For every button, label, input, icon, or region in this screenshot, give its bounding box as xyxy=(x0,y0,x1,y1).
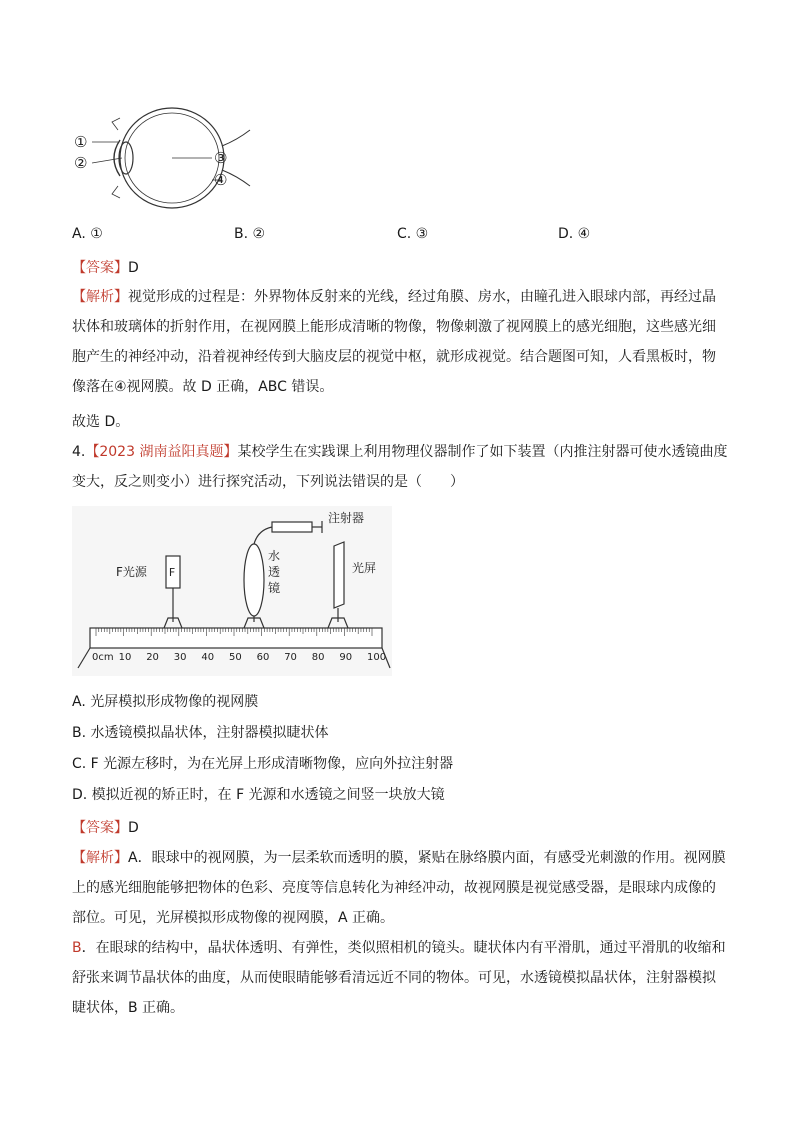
q4-stem xyxy=(72,437,732,497)
ruler-tick-label: 0cm xyxy=(92,652,114,663)
q3-option-b: B. ② xyxy=(234,226,266,242)
ruler-tick-label: 80 xyxy=(311,652,325,663)
ruler-tick-label: 60 xyxy=(256,652,270,663)
syringe xyxy=(272,522,312,532)
optical-bench-diagram xyxy=(72,506,392,676)
screen-label: 光屏 xyxy=(352,561,377,575)
q4-option-c: C. F 光源左移时，为在光屏上形成清晰物像，应向外拉注射器 xyxy=(72,756,454,772)
lens-label-3: 镜 xyxy=(268,581,281,595)
ruler-tick-label: 70 xyxy=(284,652,297,663)
ruler-tick-label: 90 xyxy=(339,652,353,663)
answer-value: D xyxy=(128,820,139,836)
q3-answer xyxy=(72,258,139,278)
light-screen xyxy=(334,542,344,608)
q3-option-d: D. ④ xyxy=(558,226,591,242)
ruler-tick-label: 30 xyxy=(173,652,187,663)
analysis-line: 上的感光细胞能够把物体的色彩、亮度等信息转化为神经冲动，故视网膜是视觉感受器，是眼球内成像的 xyxy=(72,880,716,896)
q4-analysis xyxy=(72,843,732,1023)
q3-options xyxy=(72,226,752,248)
q3-option-c: C. ③ xyxy=(397,226,429,242)
analysis-line: 视觉形成的过程是：外界物体反射来的光线，经过角膜、房水，由瞳孔进入眼球内部，再经过晶 xyxy=(128,289,716,305)
analysis-line: 部位。可见，光屏模拟形成物像的视网膜，A 正确。 xyxy=(72,910,395,926)
q4-options xyxy=(72,687,732,811)
ruler-tick-label: 10 xyxy=(118,652,132,663)
svg-text:F: F xyxy=(168,566,176,579)
q3-option-a: A. ① xyxy=(72,226,103,242)
stem-text: 变大，反之则变小）进行探究活动，下列说法错误的是（ ） xyxy=(72,474,464,490)
analysis-line: A．眼球中的视网膜，为一层柔软而透明的膜，紧贴在脉络膜内面，有感受光刺激的作用。视网膜 xyxy=(128,850,726,866)
analysis-tag: 【解析】 xyxy=(72,289,128,305)
q3-conclusion: 故选 D。 xyxy=(72,414,130,430)
answer-value: D xyxy=(128,260,139,276)
analysis-b-prefix: B xyxy=(72,940,82,956)
question-number: 4. xyxy=(72,444,86,460)
label-1: ① xyxy=(74,133,88,151)
analysis-line: 舒张来调节晶状体的曲度，从而使眼睛能够看清远近不同的物体。可见，水透镜模拟晶状体，注射器模拟 xyxy=(72,970,716,986)
analysis-line: 状体和玻璃体的折射作用，在视网膜上能形成清晰的物像，物像刺激了视网膜上的感光细胞，这些感光细 xyxy=(72,319,716,335)
analysis-line: 睫状体，B 正确。 xyxy=(72,1000,185,1016)
ruler xyxy=(90,628,382,648)
analysis-line: ．在眼球的结构中，晶状体透明、有弹性，类似照相机的镜头。睫状体内有平滑肌，通过平滑肌的收缩和 xyxy=(81,940,726,956)
label-3: ③ xyxy=(214,149,228,167)
q4-option-a: A. 光屏模拟形成物像的视网膜 xyxy=(72,694,259,710)
ruler-tick-label: 20 xyxy=(146,652,159,663)
q4-answer xyxy=(72,818,139,838)
analysis-line: 胞产生的神经冲动，沿着视神经传到大脑皮层的视觉中枢，就形成视觉。结合题图可知，人看黑板时，物 xyxy=(72,349,716,365)
lens-label-1: 水 xyxy=(268,549,281,563)
label-2: ② xyxy=(74,154,88,172)
analysis-line: 像落在④视网膜。故 D 正确，ABC 错误。 xyxy=(72,379,334,395)
q4-option-b: B. 水透镜模拟晶状体，注射器模拟睫状体 xyxy=(72,725,329,741)
answer-tag: 【答案】 xyxy=(72,820,128,836)
analysis-tag: 【解析】 xyxy=(72,850,128,866)
ruler-tick-label: 50 xyxy=(229,652,242,663)
syringe-label: 注射器 xyxy=(328,511,365,525)
ruler-tick-label: 40 xyxy=(201,652,215,663)
answer-tag: 【答案】 xyxy=(72,260,128,276)
light-source-label: F光源 xyxy=(116,565,147,579)
eye-diagram xyxy=(72,100,252,210)
water-lens xyxy=(244,544,264,616)
source-tag: 【2023 湖南益阳真题】 xyxy=(85,444,238,460)
q4-option-d: D. 模拟近视的矫正时，在 F 光源和水透镜之间竖一块放大镜 xyxy=(72,787,445,803)
label-4: ④ xyxy=(214,171,228,189)
stem-text: 某校学生在实践课上利用物理仪器制作了如下装置（内推注射器可使水透镜曲度 xyxy=(237,444,728,460)
ruler-tick-label: 100 xyxy=(367,652,387,663)
q3-analysis xyxy=(72,282,732,402)
lens-label-2: 透 xyxy=(268,565,281,579)
